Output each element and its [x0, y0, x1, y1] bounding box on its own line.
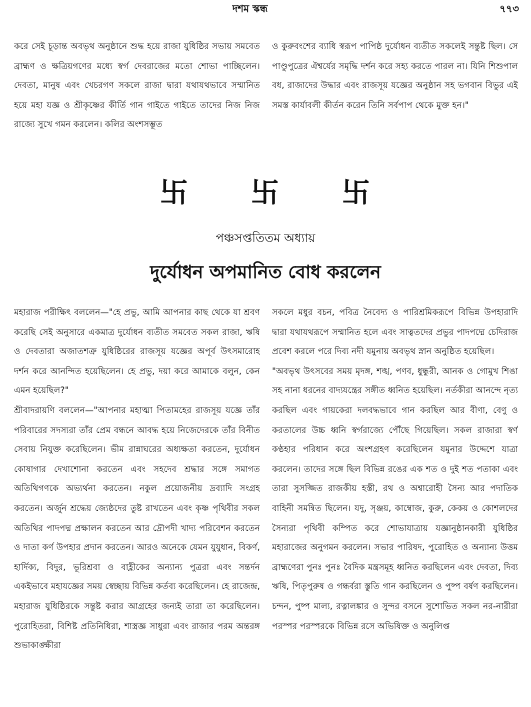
swastika-ornament-icon: 卐 — [250, 176, 279, 209]
paragraph: ও কুরুবংশের ব্যাধি স্বরূপ পাপিষ্ঠ দুর্যোধন ব্যতীত সকলেই সন্তুষ্ট ছিল। সে পাণ্ডুপুত্রের ঐশ্বর্যের সমৃদ্ধি দর্শন করে সহ্য করতে পারল না। যিনি শিশুপাল বধ, রাজাদের উদ্ধার এবং রাজসূয় যজ্ঞের অনুষ্ঠান সহ ভগবান বিভুর এই সমস্ত কার্যাবলী কীর্তন করেন তিনি সর্বপাপ থেকে মুক্ত হন।" — [272, 42, 518, 111]
page-number: ৭৭৩ — [499, 4, 519, 15]
paragraph: মহারাজ পরীক্ষিৎ বললেন—"হে প্রভু, আমি আপনার কাছ থেকে যা শ্রবণ করেছি সেই অনুসারে একমাত্র দুর্যোধন ব্যতীত সমবেত সকল রাজা, ঋষি ও দেবতারা অজাতশত্রু যুধিষ্ঠিরের রাজসূয় যজ্ঞের অপূর্ব উৎসমারোহ দর্শন করে আনন্দিত হয়েছিলেন। হে প্রভু, দয়া করে আমাকে বলুন, কেন এমন হয়েছিল?" — [14, 308, 260, 397]
chapter-title: দুর্যোধন অপমানিত বোধ করলেন — [150, 262, 381, 283]
paragraph: "অবভৃথ উৎসবের সময় মৃদঙ্গ, শঙ্খ, পণব, ধুন্ধুরী, আনক ও গোমুখ শিঙা সহ নানা ধরনের বাদ্যযন্ত্রের সঙ্গীত ধ্বনিত হয়েছিল। নর্তকীরা আনন্দে নৃত্য করছিল এবং গায়কেরা দলবদ্ধভাবে গান করছিল আর বীণা, বেণু ও করতালের উচ্চ ধ্বনি স্বর্গরাজ্যে পৌঁছে গিয়েছিল। সকল রাজারা স্বর্ণ কণ্ঠহার পরিধান করে অংশগ্রহণ করেছিলেন যমুনার উদ্দেশে যাত্রা করলেন। তাদের সঙ্গে ছিল বিভিন্ন রঙের এক শত ও দুই শত পতাকা এবং তারা সুসজ্জিত রাজকীয় হস্তী, রথ ও অশ্বারোহী সৈন্য আর পদাতিক বাহিনী সমন্বিত ছিলেন। যদু, সৃঞ্জয়, কাম্বোজ, কুরু, কেকয় ও কোশলদের সৈন্যরা পৃথিবী কম্পিত করে শোভাযাত্রায় যজ্ঞানুষ্ঠানকারী যুধিষ্ঠির মহারাজের অনুগমন করলেন। সভার পারিষদ, পুরোহিত ও অন্যান্য উত্তম ব্রাহ্মণেরা পুনঃ পুনঃ বৈদিক মন্ত্রসমূহ ধ্বনিত করছিলেন এবং দেবতা, দিব্য ঋষি, পিতৃপুরুষ ও গন্ধর্বরা স্তুতি গান করছিলেন ও পুষ্প বর্ষণ করছিলেন। চন্দন, পুষ্প মাল্য, রত্নালঙ্কার ও সুন্দর বসনে সুশোভিত সকল নর-নারীরা পরস্পর পরস্পরকে বিভিন্ন রসে অভিষিক্ত ও অনুলিপ্ত — [272, 366, 518, 632]
chapter-label: পঞ্চসপ্ততিতম অধ্যায় — [215, 231, 316, 245]
running-head: দশম স্কন্ধ — [232, 4, 268, 15]
swastika-ornament-icon: 卐 — [341, 176, 370, 209]
bottom-right-column — [272, 304, 518, 702]
paragraph: শ্রীবাদরায়ণি বললেন—"আপনার মহাত্মা পিতামহের রাজসূয় যজ্ঞে তাঁর পরিবারের সদস্যরা তাঁর প্রেম বন্ধনে আবদ্ধ হয়ে নিজেদেরকে তাঁর বিনীত সেবায় নিযুক্ত করেছিলেন। ভীম রান্নাঘরের অধ্যক্ষতা করতেন, দুর্যোধন কোষাগার দেখাশোনা করতেন এবং সহদেব শ্রদ্ধার সঙ্গে সমাগত অতিথিগণকে অভ্যর্থনা করতেন। নকুল প্রয়োজনীয় দ্রব্যাদি সংগ্রহ করতেন। অর্জুন শ্রদ্ধেয় জ্যেষ্ঠদের তুষ্ট রাখতেন এবং কৃষ্ণ পৃথিবীর সকল অতিথির পাদপদ্ম প্রক্ষালন করতেন আর দ্রৌপদী খাদ্য পরিবেশন করতেন ও দাতা কর্ণ উপহার প্রদান করতেন। আরও অনেকে যেমন যুযুধান, বিকর্ণ, হার্দিক্য, বিদুর, ভূরিশ্রবা ও বাহ্লীকের অন্যান্য পুত্ররা এবং সন্তর্দন একইভাবে মহাযজ্ঞের সময় স্বেচ্ছায় বিভিন্ন কর্তব্য করেছিলেন। হে রাজেন্দ্র, মহারাজ যুধিষ্ঠিরকে সন্তুষ্ট করার আগ্রহের জন্যই তারা তা করেছিলেন। পুরোহিতরা, বিশিষ্ট প্রতিনিধিরা, শাস্ত্রজ্ঞ সাধুরা এবং রাজার পরম অন্তরঙ্গ শুভাকাঙ্ক্ষীরা — [14, 405, 260, 652]
bottom-left-column — [14, 304, 260, 702]
paragraph: করে সেই চূড়ান্ত অবভৃথ অনুষ্ঠানে শুদ্ধ হয়ে রাজা যুধিষ্ঠির সভায় সমবেত ব্রাহ্মণ ও ক্ষত্রিয়গণের মধ্যে স্বর্গ দেবরাজের মতো শোভা পাচ্ছিলেন। দেবতা, মানুষ এবং খেচরগণ সকলে রাজা দ্বারা যথাযথভাবে সম্মানিত হয়ে মহা যজ্ঞ ও শ্রীকৃষ্ণের কীর্তি গান গাইতে গাইতে তাদের নিজ নিজ রাজ্যে সুখে গমন করলেন। কলির অংশসম্ভূত — [14, 42, 260, 131]
page-header — [0, 0, 531, 18]
swastika-ornament-icon: 卐 — [160, 176, 189, 209]
section-divider-ornaments — [160, 175, 370, 211]
top-left-column — [14, 38, 260, 160]
top-right-column — [272, 38, 518, 160]
paragraph: সকলে মধুর বচন, পবিত্র নৈবেদ্য ও পারিশ্রমিকরূপে বিভিন্ন উপহারাদি দ্বারা যথাযথরূপে সম্মানিত হলে এবং সাত্বতদের প্রভুর পাদপদ্মে চেদিরাজ প্রবেশ করলে পরে দিব্য নদী যমুনায় অবভৃথ স্নান অনুষ্ঠিত হয়েছিল। — [272, 308, 518, 358]
